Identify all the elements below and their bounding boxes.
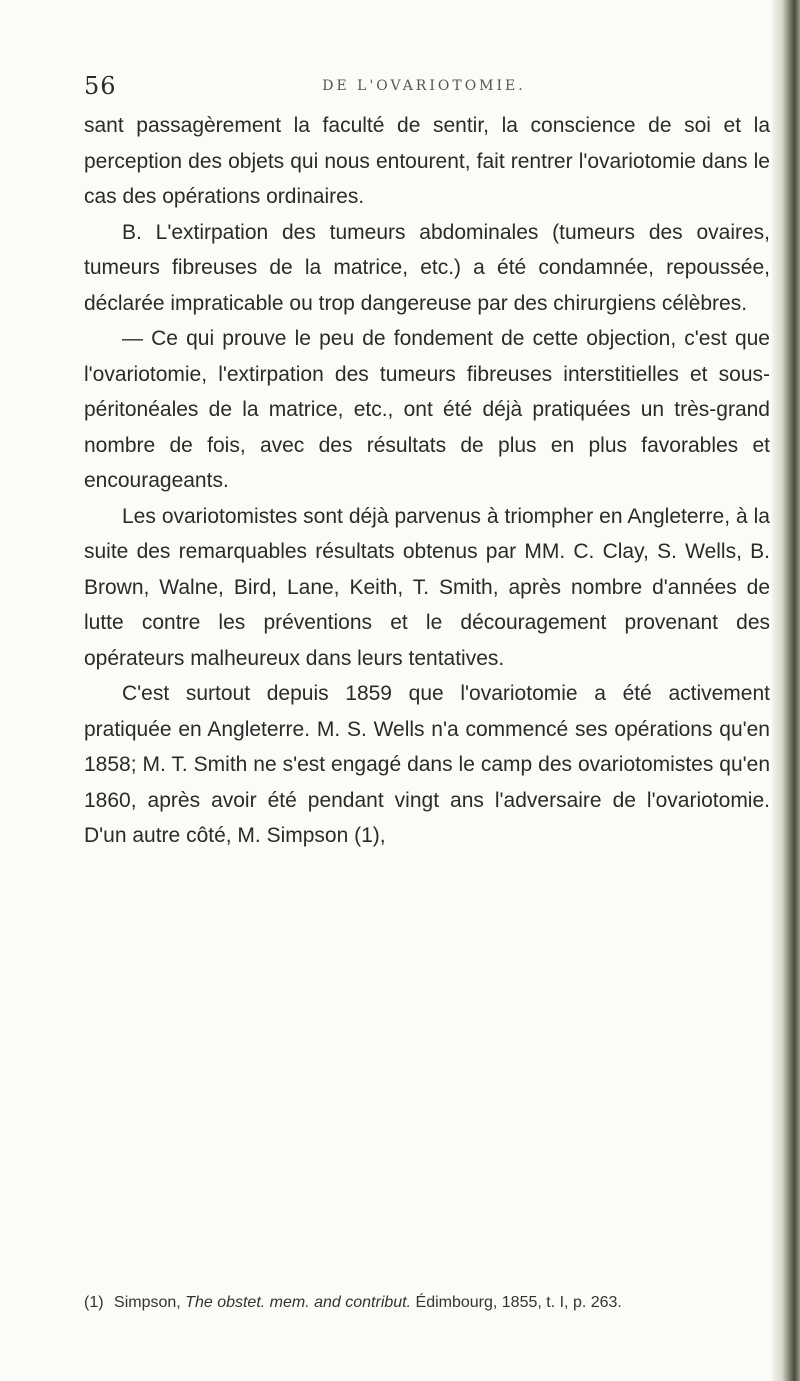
page-edge-shadow (772, 0, 800, 1381)
footnotes (84, 1292, 770, 1314)
footnote-title: The obstet. mem. and contribut. (185, 1294, 412, 1311)
page-number: 56 (84, 72, 117, 100)
footnote-details: Édimbourg, 1855, t. I, p. 263. (415, 1294, 622, 1311)
paragraph-b: B. L'extirpation des tumeurs abdominales (tumeurs des ovaires, tumeurs fibreuses de la matrice, etc.) a été condamnée, repoussée, déclarée impraticable ou trop dangereuse par des chirurgiens célèbres. (84, 220, 770, 315)
footnote-1 (84, 1292, 770, 1314)
page-header (84, 72, 764, 102)
paragraph-continuation: sant passagèrement la faculté de sentir, la conscience de soi et la perception des objets qui nous entourent, fait rentrer l'ovariotomie dans le cas des opérations ordinaires. (84, 114, 770, 208)
body-text (84, 108, 770, 854)
paragraph-ovariotomists: Les ovariotomistes sont déjà parvenus à triompher en Angleterre, à la suite des remarquables résultats obtenus par MM. C. Clay, S. Wells, B. Brown, Walne, Bird, Lane, Keith, T. Smith, après nombre d'années de lutte contre les préventions et le découragement provenant des opérateurs malheureux dans leurs tentatives. (84, 504, 770, 670)
footnote-author: Simpson, (114, 1294, 181, 1311)
paragraph-objection: — Ce qui prouve le peu de fondement de cette objection, c'est que l'ovariotomie, l'extirpation des tumeurs fibreuses interstitielles et sous-péritonéales de la matrice, etc., ont été déjà pratiquées un très-grand nombre de fois, avec des résultats de plus en plus favorables et encourageants. (84, 327, 770, 492)
footnote-marker: (1) (84, 1294, 104, 1311)
paragraph-since-1859: C'est surtout depuis 1859 que l'ovariotomie a été activement pratiquée en Angleterre. M. S. Wells n'a commencé ses opérations qu'en 1858; M. T. Smith ne s'est engagé dans le camp des ovariotomistes qu'en 1860, après avoir été pendant vingt ans l'adversaire de l'ovariotomie. D'un autre côté, M. Simpson (1), (84, 682, 770, 847)
running-head: DE L'OVARIOTOMIE. (322, 78, 526, 94)
